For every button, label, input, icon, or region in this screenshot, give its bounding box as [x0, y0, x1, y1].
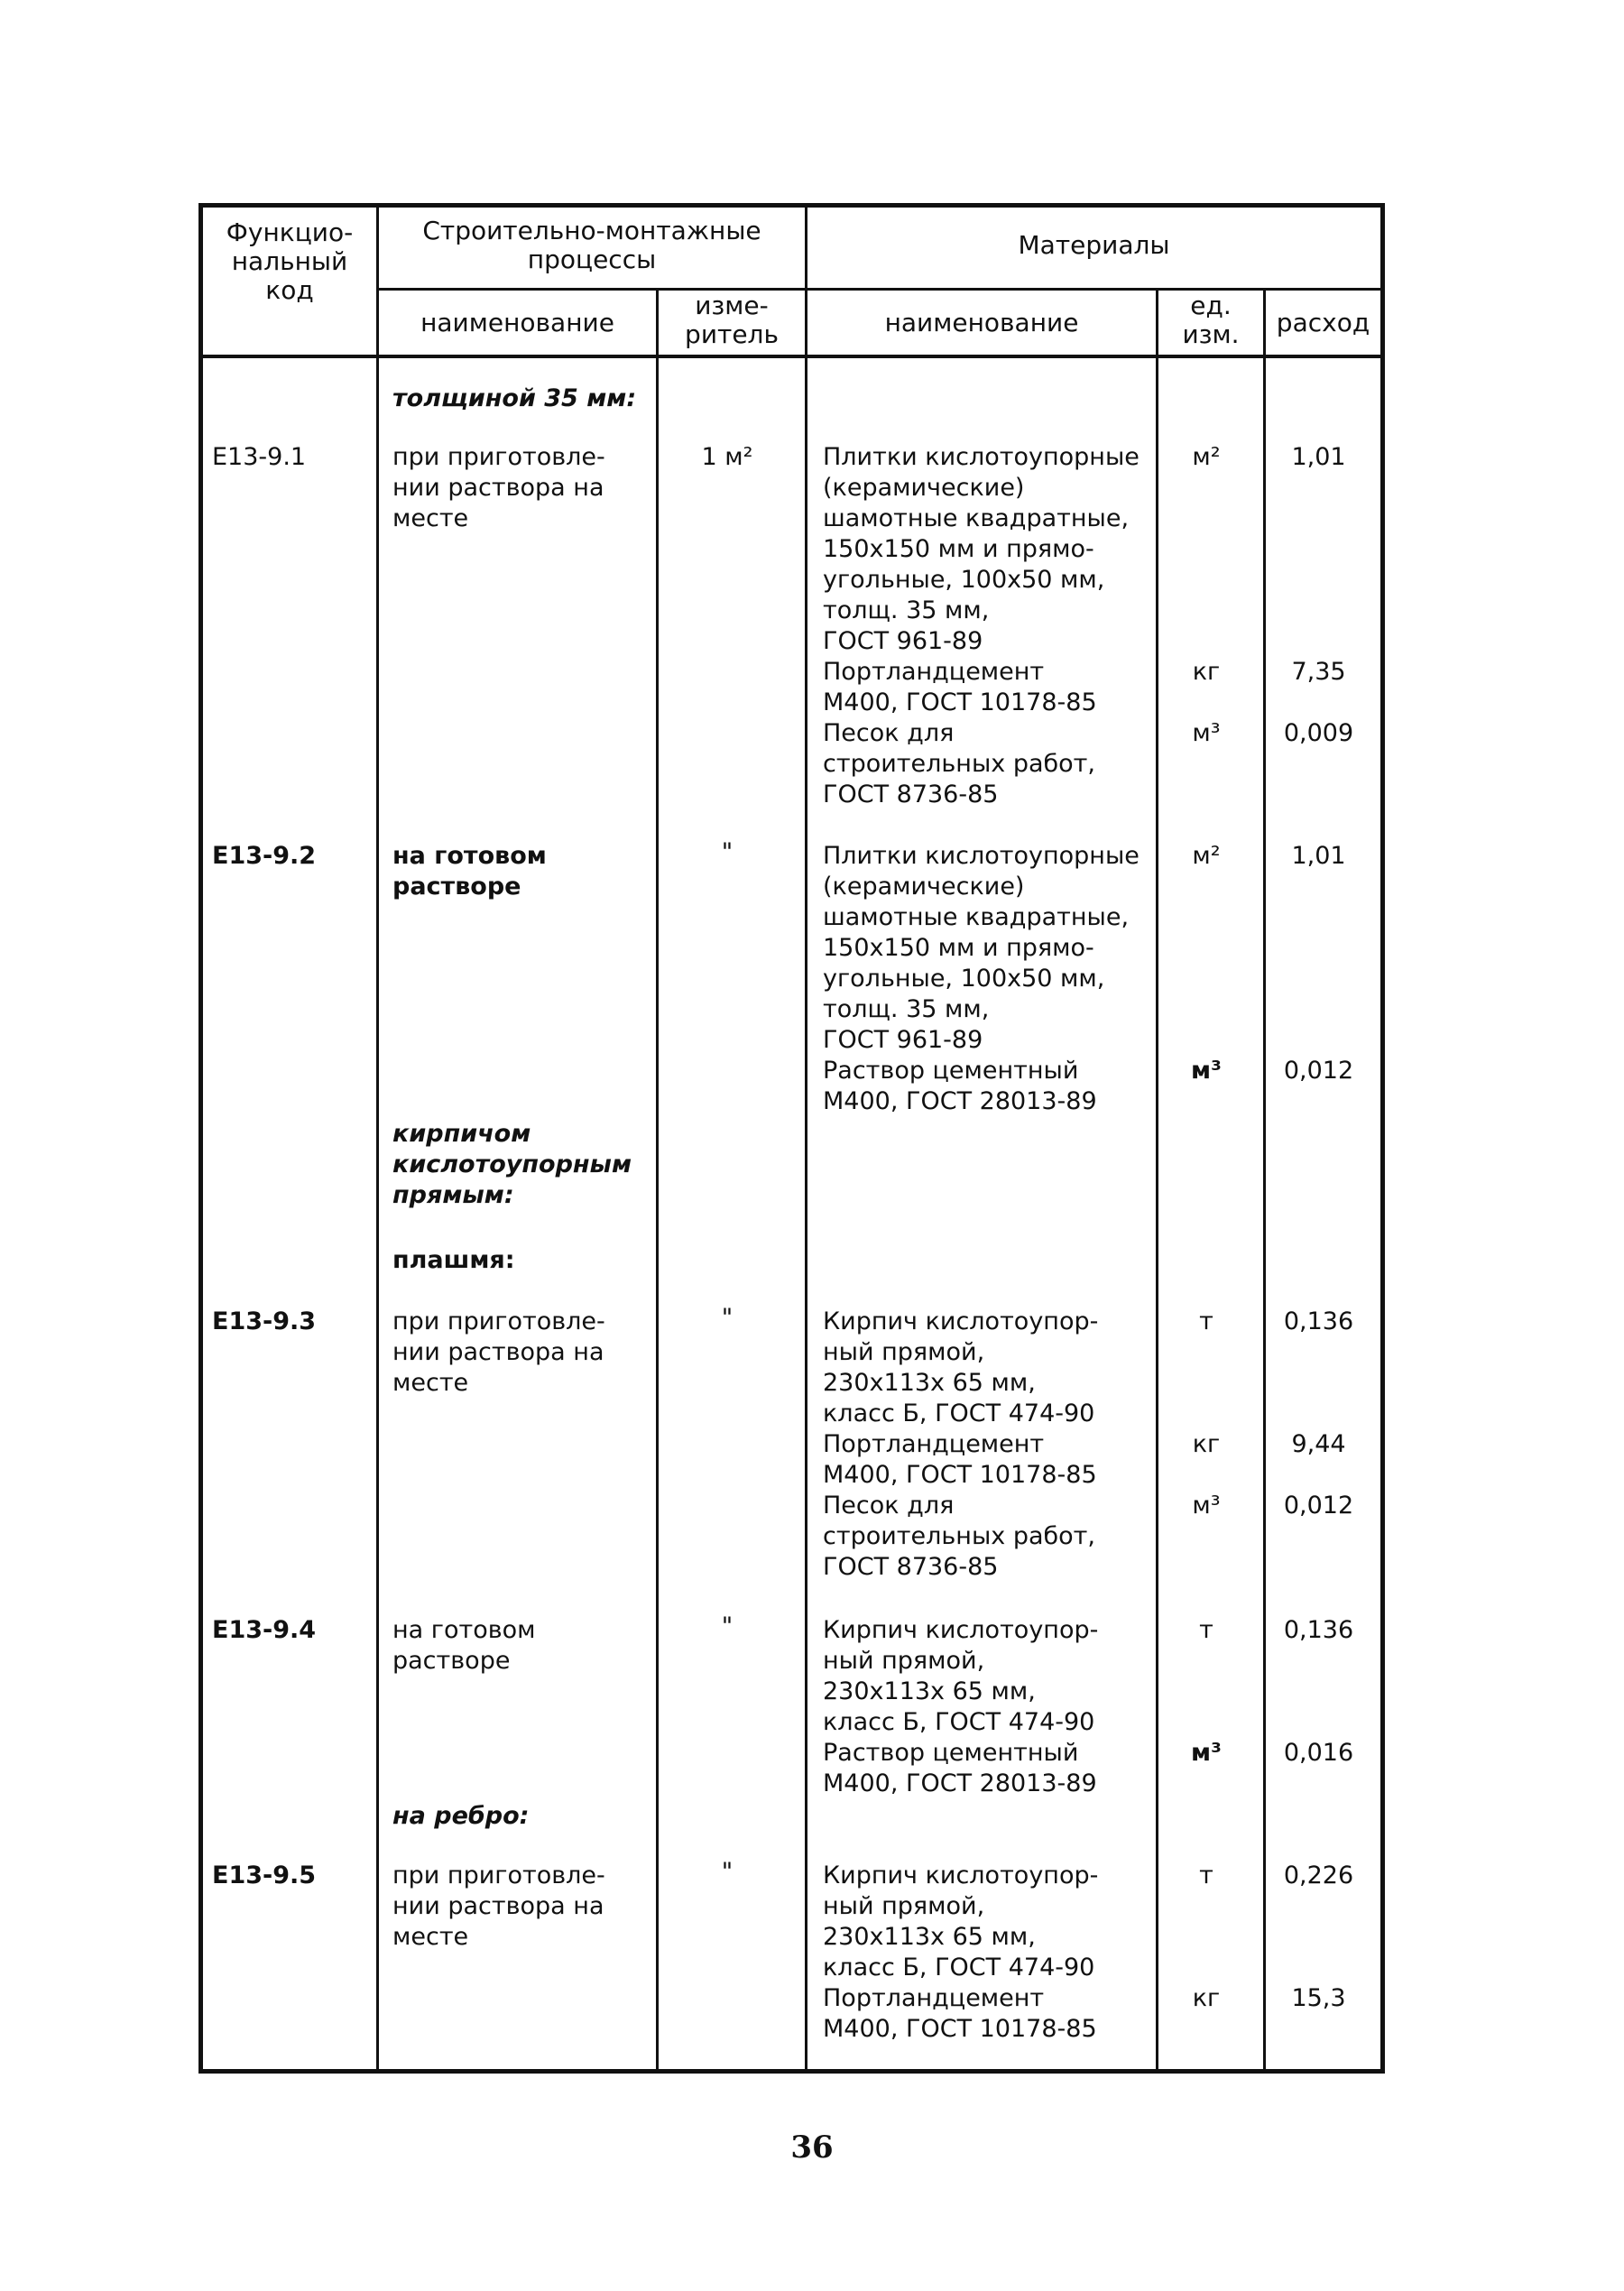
row-measure: ": [721, 1612, 734, 1640]
material-name: Песок для строительных работ, ГОСТ 8736-85: [823, 719, 1095, 808]
row-process: при приготовле- нии раствора на месте: [392, 443, 605, 532]
material-rate: 0,136: [1283, 1616, 1354, 1644]
material-unit: м³: [1191, 1739, 1222, 1767]
material-unit: м³: [1191, 1057, 1222, 1085]
col-divider: [1156, 289, 1158, 2069]
material-unit: кг: [1192, 658, 1221, 686]
material-rate: 1,01: [1291, 842, 1346, 870]
header-processes: Строительно-монтажные процессы: [422, 216, 761, 274]
material-rate: 0,136: [1283, 1307, 1354, 1335]
row-measure: 1 м²: [701, 443, 753, 471]
header-bottom-line: [203, 355, 1380, 358]
material-unit: т: [1199, 1861, 1213, 1889]
material-name: Раствор цементный М400, ГОСТ 28013-89: [823, 1739, 1097, 1797]
material-name: Кирпич кислотоупор- ный прямой, 230x113x 65 мм, класс Б, ГОСТ 474-90: [823, 1861, 1099, 1982]
row-process: на готовом растворе: [392, 1616, 536, 1675]
row-code: Е13-9.2: [212, 842, 317, 870]
material-name: Плитки кислотоупорные (керамические) шамотные квадратные, 150x150 мм и прямо- угольные, 100x50 мм, толщ. 35 мм, ГОСТ 961-89: [823, 842, 1140, 1054]
material-name: Раствор цементный М400, ГОСТ 28013-89: [823, 1057, 1097, 1115]
material-name: Портландцемент М400, ГОСТ 10178-85: [823, 658, 1097, 716]
material-name: Портландцемент М400, ГОСТ 10178-85: [823, 1430, 1097, 1489]
material-unit: м³: [1192, 1492, 1221, 1520]
col-divider: [805, 208, 807, 2069]
row-process: на готовом растворе: [392, 842, 547, 901]
material-rate: 0,012: [1283, 1492, 1354, 1520]
material-name: Плитки кислотоупорные (керамические) шамотные квадратные, 150x150 мм и прямо- угольные, 100x50 мм, толщ. 35 мм, ГОСТ 961-89: [823, 443, 1140, 655]
material-unit: м²: [1192, 842, 1221, 870]
page-number: 36: [790, 2129, 834, 2166]
section-heading: толщиной 35 мм:: [392, 384, 637, 412]
material-rate: 0,016: [1283, 1739, 1354, 1767]
materials-table: [198, 203, 1385, 2074]
material-unit: т: [1199, 1616, 1213, 1644]
section-heading: кирпичом кислотоупорным прямым:: [392, 1120, 632, 1209]
section-heading: плашмя:: [392, 1246, 515, 1274]
material-unit: м³: [1192, 719, 1221, 747]
material-rate: 0,012: [1283, 1057, 1354, 1085]
col-divider: [1263, 289, 1266, 2069]
header-mat-rate: расход: [1276, 308, 1370, 337]
row-measure: ": [721, 838, 734, 866]
material-rate: 0,009: [1283, 719, 1354, 747]
header-mat-unit: ед. изм.: [1182, 291, 1240, 349]
material-name: Песок для строительных работ, ГОСТ 8736-85: [823, 1492, 1095, 1581]
row-measure: ": [721, 1304, 734, 1332]
row-code: Е13-9.5: [212, 1861, 317, 1889]
row-code: Е13-9.4: [212, 1616, 317, 1644]
material-name: Кирпич кислотоупор- ный прямой, 230x113x 65 мм, класс Б, ГОСТ 474-90: [823, 1307, 1099, 1427]
header-mat-name: наименование: [884, 308, 1079, 337]
row-code: Е13-9.1: [212, 443, 307, 471]
material-unit: кг: [1192, 1984, 1221, 2012]
material-name: Портландцемент М400, ГОСТ 10178-85: [823, 1984, 1097, 2043]
material-unit: кг: [1192, 1430, 1221, 1458]
material-name: Кирпич кислотоупор- ный прямой, 230x113x 65 мм, класс Б, ГОСТ 474-90: [823, 1616, 1099, 1736]
header-materials: Материалы: [1018, 230, 1170, 260]
row-measure: ": [721, 1858, 734, 1886]
material-rate: 7,35: [1291, 658, 1346, 686]
header-proc-unit: изме- ритель: [685, 291, 779, 349]
row-process: при приготовле- нии раствора на месте: [392, 1307, 605, 1397]
material-rate: 15,3: [1291, 1984, 1346, 2012]
row-process: при приготовле- нии раствора на месте: [392, 1861, 605, 1951]
material-rate: 1,01: [1291, 443, 1346, 471]
material-rate: 9,44: [1291, 1430, 1346, 1458]
material-rate: 0,226: [1283, 1861, 1354, 1889]
material-unit: т: [1199, 1307, 1213, 1335]
header-proc-name: наименование: [420, 308, 614, 337]
material-unit: м²: [1192, 443, 1221, 471]
header-func-code: Функцио- нальный код: [226, 217, 354, 305]
col-divider: [656, 289, 659, 2069]
section-heading: на ребро:: [392, 1802, 530, 1830]
row-code: Е13-9.3: [212, 1307, 317, 1335]
col-divider: [376, 208, 379, 2069]
